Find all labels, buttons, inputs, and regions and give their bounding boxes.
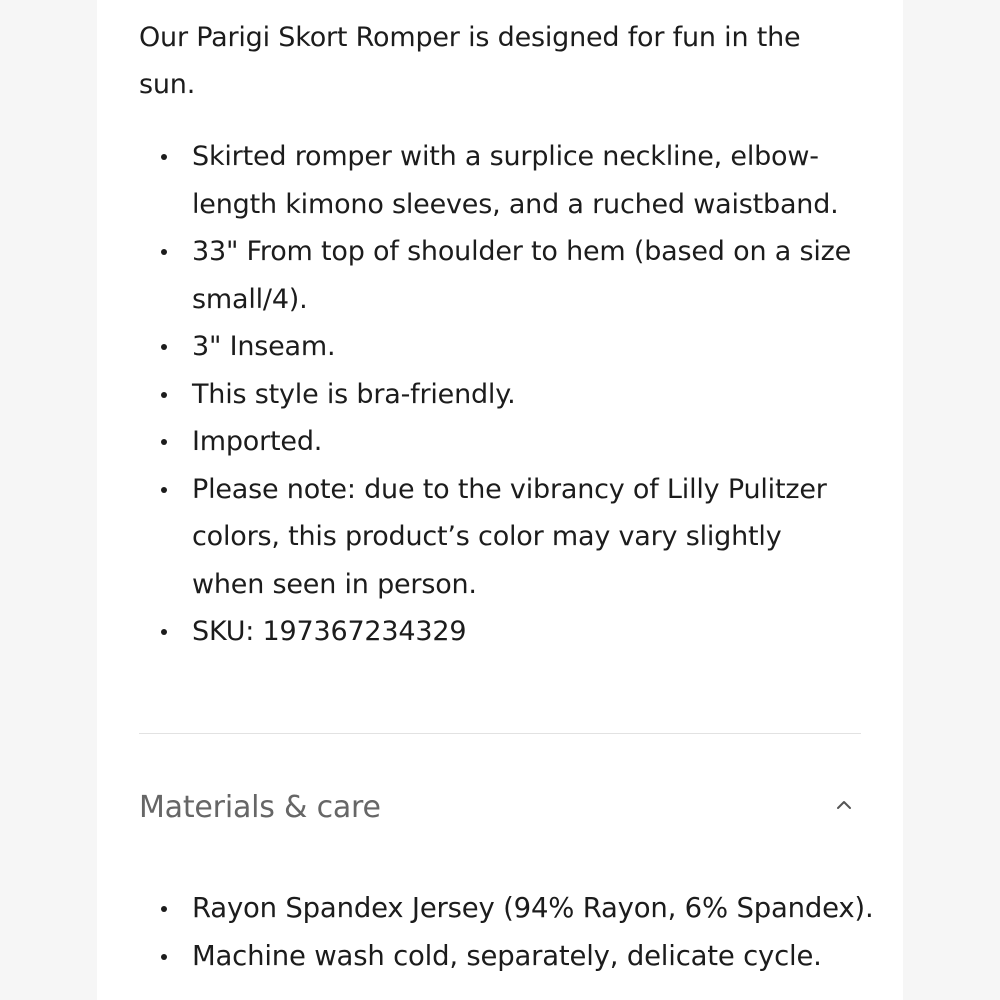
bullet-dot <box>161 392 167 398</box>
list-item-text: 33" From top of shoulder to hem (based on a size small/4). <box>192 236 852 315</box>
bullet-dot <box>161 344 167 350</box>
bullet-dot <box>161 629 167 635</box>
list-item-text: Machine wash cold, separately, delicate cycle. <box>192 939 822 972</box>
list-item-text: Rayon Spandex Jersey (94% Rayon, 6% Spandex). <box>192 892 874 924</box>
bullet-dot <box>161 154 167 160</box>
bullet-dot <box>161 487 167 493</box>
bullet-dot <box>161 906 167 912</box>
description-section <box>139 14 861 656</box>
bullet-dot <box>161 439 167 445</box>
list-item <box>139 228 861 323</box>
description-bullet-list <box>139 133 861 656</box>
materials-care-title: Materials & care <box>139 790 381 825</box>
product-details-panel <box>97 0 903 1000</box>
list-item <box>139 323 861 371</box>
list-item <box>139 418 861 466</box>
list-item-text: Imported. <box>192 426 323 457</box>
list-item <box>139 133 861 228</box>
materials-care-accordion-toggle[interactable] <box>139 780 861 836</box>
list-item-text: 3" Inseam. <box>192 331 336 362</box>
description-intro: Our Parigi Skort Romper is designed for fun in the sun. <box>139 22 801 100</box>
list-item-text: Skirted romper with a surplice neckline, elbow-length kimono sleeves, and a ruched waistband. <box>192 141 839 220</box>
sku-text: SKU: 197367234329 <box>192 616 467 647</box>
list-item-text: This style is bra-friendly. <box>192 378 516 410</box>
list-item <box>139 608 861 656</box>
list-item <box>139 466 861 609</box>
list-item-text: Please note: due to the vibrancy of Lilly Pulitzer colors, this product’s color may vary slightly when seen in person. <box>192 473 827 600</box>
list-item <box>139 885 879 933</box>
chevron-up-icon[interactable] <box>833 794 855 816</box>
list-item <box>139 371 861 419</box>
materials-care-bullet-list <box>139 885 879 980</box>
list-item <box>139 933 879 981</box>
bullet-dot <box>161 249 167 255</box>
section-divider <box>139 733 861 734</box>
bullet-dot <box>161 954 167 960</box>
